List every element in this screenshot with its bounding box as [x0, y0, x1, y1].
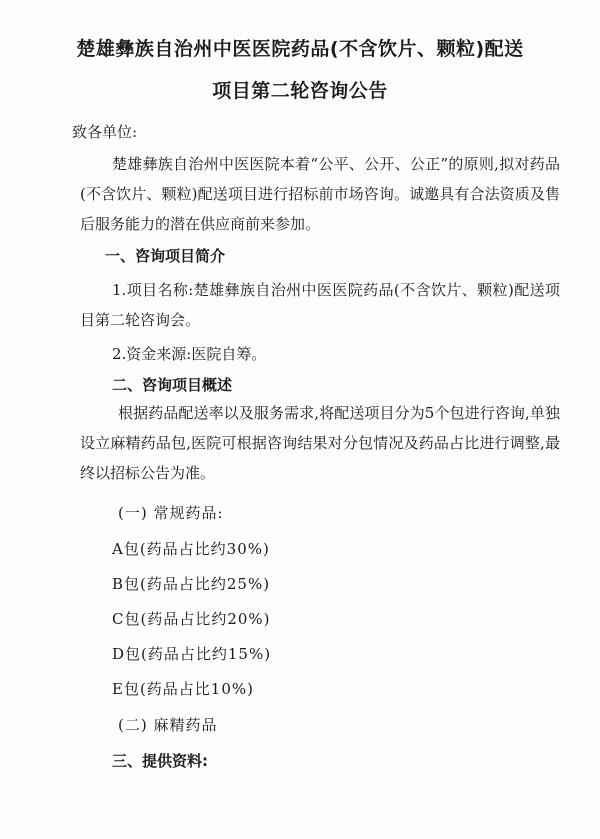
intro-paragraph: 楚雄彝族自治州中医医院本着“公平、公开、公正”的原则,拟对药品(不含饮片、颗粒)配送项目进行招标前市场咨询。诚邀具有合法资质及售后服务能力的潜在供应商前来参加。 [80, 155, 560, 233]
overview-paragraph: 根据药品配送率以及服务需求,将配送项目分为5个包进行咨询,单独设立麻精药品包,医院可根据咨询结果对分包情况及药品占比进行调整,最终以招标公告为准。 [80, 404, 560, 482]
subsection-2-narcotic-drugs: (二) 麻精药品 [118, 716, 218, 734]
subsection-1-regular-drugs: (一) 常规药品: [118, 504, 224, 522]
package-d: D包(药品占比约15%) [112, 645, 272, 663]
item-1-project-name: 1.项目名称:楚雄彝族自治州中医医院药品(不含饮片、颗粒)配送项目第二轮咨询会。 [80, 281, 560, 329]
package-e: E包(药品占比10%) [112, 680, 254, 698]
title-line-2: 项目第二轮咨询公告 [212, 80, 388, 102]
package-c: C包(药品占比约20%) [112, 610, 271, 628]
section-1-heading: 一、咨询项目简介 [105, 247, 226, 265]
section-2-heading: 二、咨询项目概述 [112, 376, 233, 394]
package-a: A包(药品占比约30%) [112, 540, 270, 558]
package-b: B包(药品占比约25%) [112, 575, 271, 593]
item-2-funding-source: 2.资金来源:医院自筹。 [112, 345, 267, 363]
title-line-1: 楚雄彝族自治州中医医院药品(不含饮片、颗粒)配送 [76, 38, 524, 60]
salutation: 致各单位: [72, 123, 138, 141]
section-3-heading: 三、提供资料: [112, 752, 208, 770]
